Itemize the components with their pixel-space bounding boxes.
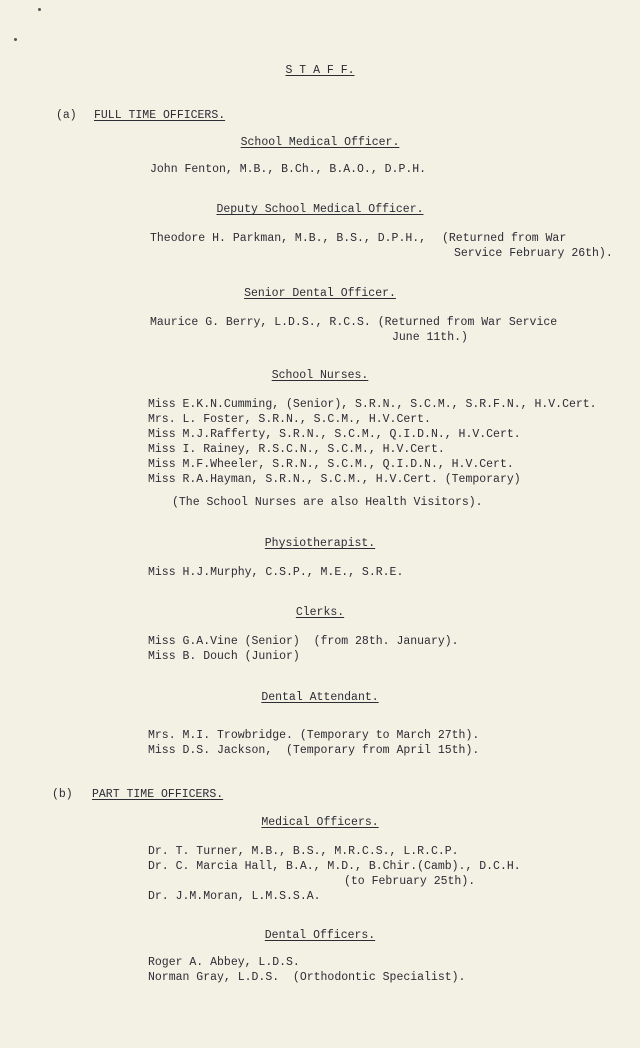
medical-officer-line: Dr. C. Marcia Hall, B.A., M.D., B.Chir.(Camb)., D.C.H. [148,860,521,873]
nurses-heading: School Nurses. [271,369,369,382]
medical-officer-line: Dr. J.M.Moran, L.M.S.S.A. [148,890,321,903]
nurse-line: Miss R.A.Hayman, S.R.N., S.C.M., H.V.Cert. (Temporary) [148,473,521,486]
sdo-heading: Senior Dental Officer. [244,287,396,300]
section-b-heading: PART TIME OFFICERS. [92,788,224,801]
medical-officer-line: Dr. T. Turner, M.B., B.S., M.R.C.S., L.R.C.P. [148,845,459,858]
dental-officers-heading: Dental Officers. [264,929,376,942]
section-a-heading: FULL TIME OFFICERS. [94,109,226,122]
dental-officer-line: Norman Gray, L.D.S. (Orthodontic Specialist). [148,971,466,984]
dsmo-note-2: Service February 26th). [454,247,613,260]
medical-officers-heading: Medical Officers. [261,816,379,829]
section-a-marker: (a) [56,109,77,122]
smo-heading: School Medical Officer. [240,136,400,149]
nurse-line: Miss M.J.Rafferty, S.R.N., S.C.M., Q.I.D.N., H.V.Cert. [148,428,521,441]
clerk-line: Miss B. Douch (Junior) [148,650,300,663]
smo-line: John Fenton, M.B., B.Ch., B.A.O., D.P.H. [150,163,427,176]
section-b-marker: (b) [52,788,73,801]
nurse-line: Miss E.K.N.Cumming, (Senior), S.R.N., S.C.M., S.R.F.N., H.V.Cert. [148,398,597,411]
sdo-line-1: Maurice G. Berry, L.D.S., R.C.S. (Returned from War Service [150,316,558,329]
paper-speck [14,38,17,41]
dental-attendant-line: Mrs. M.I. Trowbridge. (Temporary to March 27th). [148,729,480,742]
dsmo-note-1: (Returned from War [442,232,567,245]
dsmo-heading: Deputy School Medical Officer. [216,203,424,216]
physio-line: Miss H.J.Murphy, C.S.P., M.E., S.R.E. [148,566,404,579]
clerk-line: Miss G.A.Vine (Senior) (from 28th. January). [148,635,459,648]
dental-officer-line: Roger A. Abbey, L.D.S. [148,956,300,969]
dental-attendant-line: Miss D.S. Jackson, (Temporary from April 15th). [148,744,480,757]
nurse-line: Miss I. Rainey, R.S.C.N., S.C.M., H.V.Cert. [148,443,445,456]
nurse-line: Mrs. L. Foster, S.R.N., S.C.M., H.V.Cert. [148,413,431,426]
page-title: S T A F F. [285,64,355,77]
nurse-line: Miss M.F.Wheeler, S.R.N., S.C.M., Q.I.D.N., H.V.Cert. [148,458,514,471]
medical-officer-line: (to February 25th). [344,875,476,888]
nurses-note: (The School Nurses are also Health Visitors). [172,496,483,509]
dsmo-name: Theodore H. Parkman, M.B., B.S., D.P.H., [150,232,427,245]
clerks-heading: Clerks. [295,606,345,619]
paper-speck [38,8,41,11]
dental-attendant-heading: Dental Attendant. [261,691,379,704]
sdo-line-2: June 11th.) [392,331,468,344]
physio-heading: Physiotherapist. [264,537,376,550]
